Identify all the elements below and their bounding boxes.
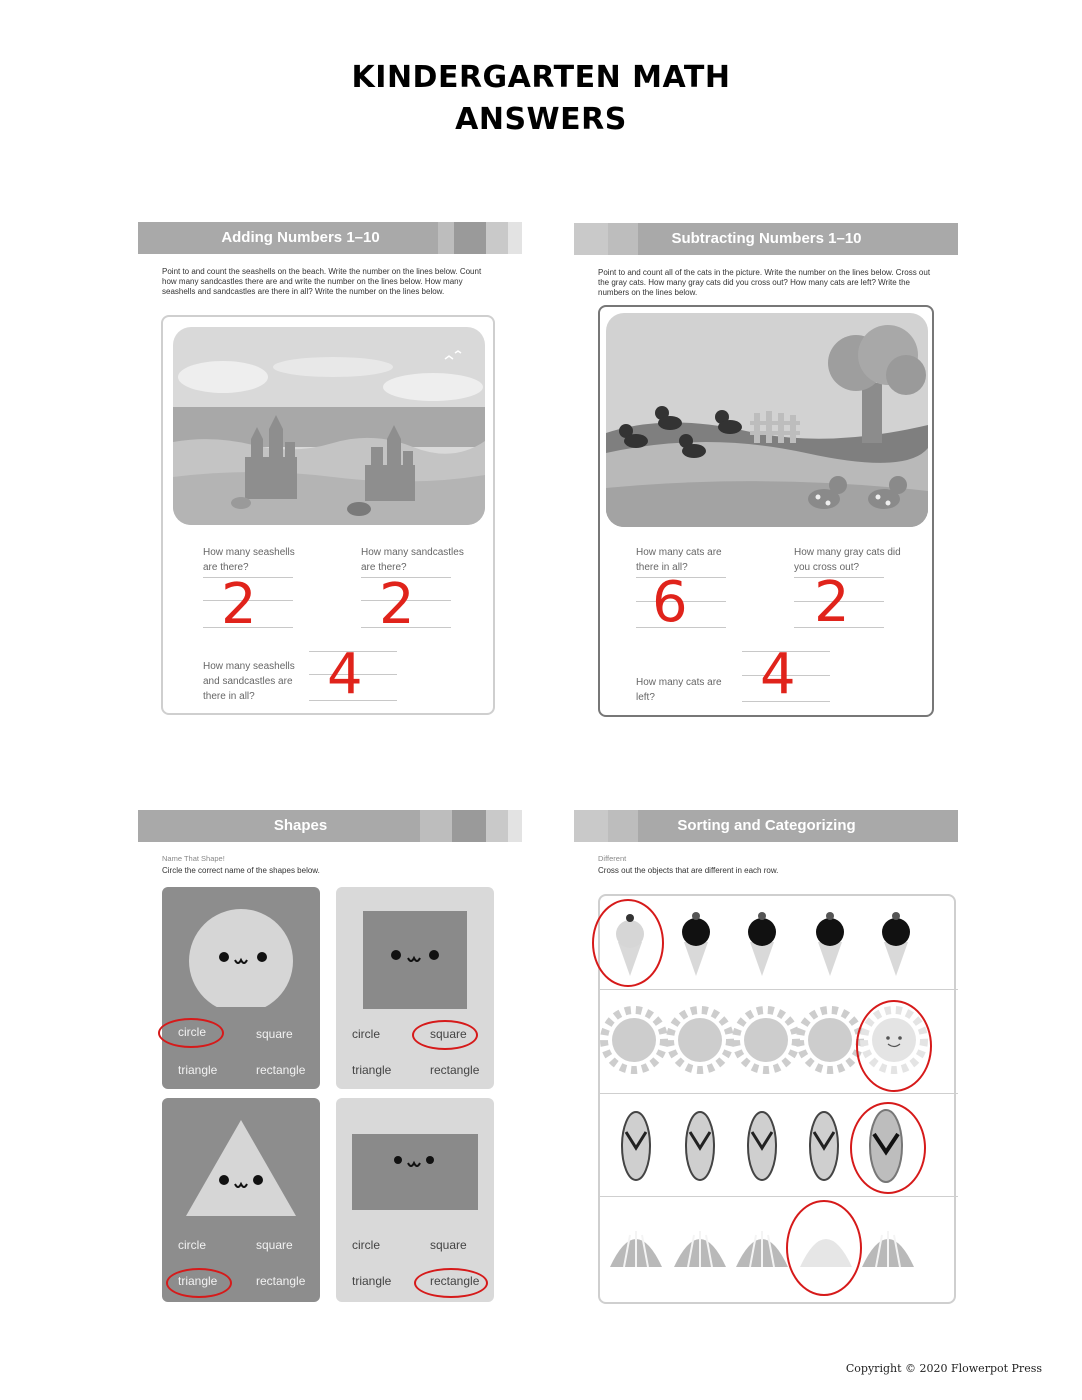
shape-word: rectangle	[256, 1063, 306, 1077]
adding-question-2: How many sandcastles are there?	[361, 547, 464, 573]
shape-word: circle	[352, 1238, 381, 1252]
shape-card-square	[336, 887, 494, 1089]
adding-question-1: How many seashells are there?	[203, 547, 295, 573]
page-title-line2: ANSWERS	[455, 102, 627, 137]
beach-illustration	[173, 327, 485, 525]
adding-worksheet	[138, 222, 522, 720]
shape-word: circle	[352, 1027, 381, 1041]
shapes-header	[138, 810, 522, 842]
adding-instructions: Point to and count the seashells on the beach. Write the number on the lines below. Count how many sandcastles there are and write the number on the lines below. How many seashells and sandcastles are there in all? Write the number on the lines below.	[162, 267, 482, 296]
adding-question-3: How many seashells and sandcastles are there in all?	[203, 661, 295, 702]
sorting-header-label: Sorting and Categorizing	[677, 817, 856, 834]
shape-card-triangle	[162, 1098, 320, 1302]
subtracting-answer-3: 4	[760, 642, 796, 707]
shape-card-rectangle	[336, 1098, 494, 1302]
answer-circle	[158, 1018, 224, 1048]
different-marker	[786, 1200, 862, 1296]
shape-word: square	[430, 1238, 467, 1252]
shape-word: square	[430, 1027, 467, 1041]
shape-word: triangle	[178, 1274, 218, 1288]
subtracting-answer-1: 6	[652, 570, 688, 635]
shapes-instructions: Circle the correct name of the shapes below.	[162, 866, 320, 875]
subtracting-instructions: Point to and count all of the cats in the picture. Write the number on the lines below. Cross out the gray cats. How many gray cats did you cross out? How many cats are left? Write the numbers on the lines below.	[598, 268, 931, 297]
shape-word: rectangle	[256, 1274, 306, 1288]
subtracting-question-3: How many cats are left?	[636, 677, 722, 703]
shape-word: circle	[178, 1238, 207, 1252]
shape-word: triangle	[352, 1274, 392, 1288]
sorting-worksheet	[574, 810, 958, 1304]
shape-word: rectangle	[430, 1063, 480, 1077]
page-title-line1: KINDERGARTEN MATH	[351, 60, 731, 95]
answer-circle	[166, 1268, 232, 1298]
adding-answer-2: 2	[379, 572, 415, 637]
shape-word: triangle	[352, 1063, 392, 1077]
sorting-card	[598, 894, 956, 1304]
different-marker	[856, 1000, 932, 1092]
answer-circle	[412, 1020, 478, 1050]
shapes-header-label: Shapes	[273, 817, 328, 834]
shape-word: rectangle	[430, 1274, 480, 1288]
answer-circle	[414, 1268, 488, 1298]
copyright: Copyright © 2020 Flowerpot Press	[845, 1362, 1042, 1375]
subtracting-header	[574, 223, 958, 255]
cats-illustration	[606, 313, 928, 527]
seashell-row	[600, 1197, 958, 1302]
adding-card	[161, 315, 495, 715]
shapes-subheading: Name That Shape!	[162, 854, 225, 863]
shapes-worksheet	[138, 810, 522, 1302]
adding-answer-1: 2	[221, 572, 257, 637]
subtracting-question-2: How many gray cats did you cross out?	[794, 547, 901, 573]
shape-word: circle	[178, 1025, 207, 1039]
subtracting-answer-2: 2	[814, 570, 850, 635]
adding-answer-3: 4	[327, 642, 363, 707]
subtracting-header-label: Subtracting Numbers 1–10	[671, 230, 862, 247]
shape-word: square	[256, 1027, 293, 1041]
different-marker	[592, 899, 664, 987]
adding-header-label: Adding Numbers 1–10	[221, 229, 380, 246]
different-marker	[850, 1102, 926, 1194]
shape-word: triangle	[178, 1063, 218, 1077]
subtracting-worksheet	[574, 223, 958, 721]
sorting-subheading: Different	[598, 854, 627, 863]
shape-word: square	[256, 1238, 293, 1252]
sorting-instructions: Cross out the objects that are different in each row.	[598, 866, 779, 875]
subtracting-card	[598, 305, 934, 717]
shape-card-circle	[162, 887, 320, 1089]
subtracting-question-1: How many cats are there in all?	[636, 547, 722, 573]
sorting-header	[574, 810, 958, 842]
adding-header	[138, 222, 522, 254]
